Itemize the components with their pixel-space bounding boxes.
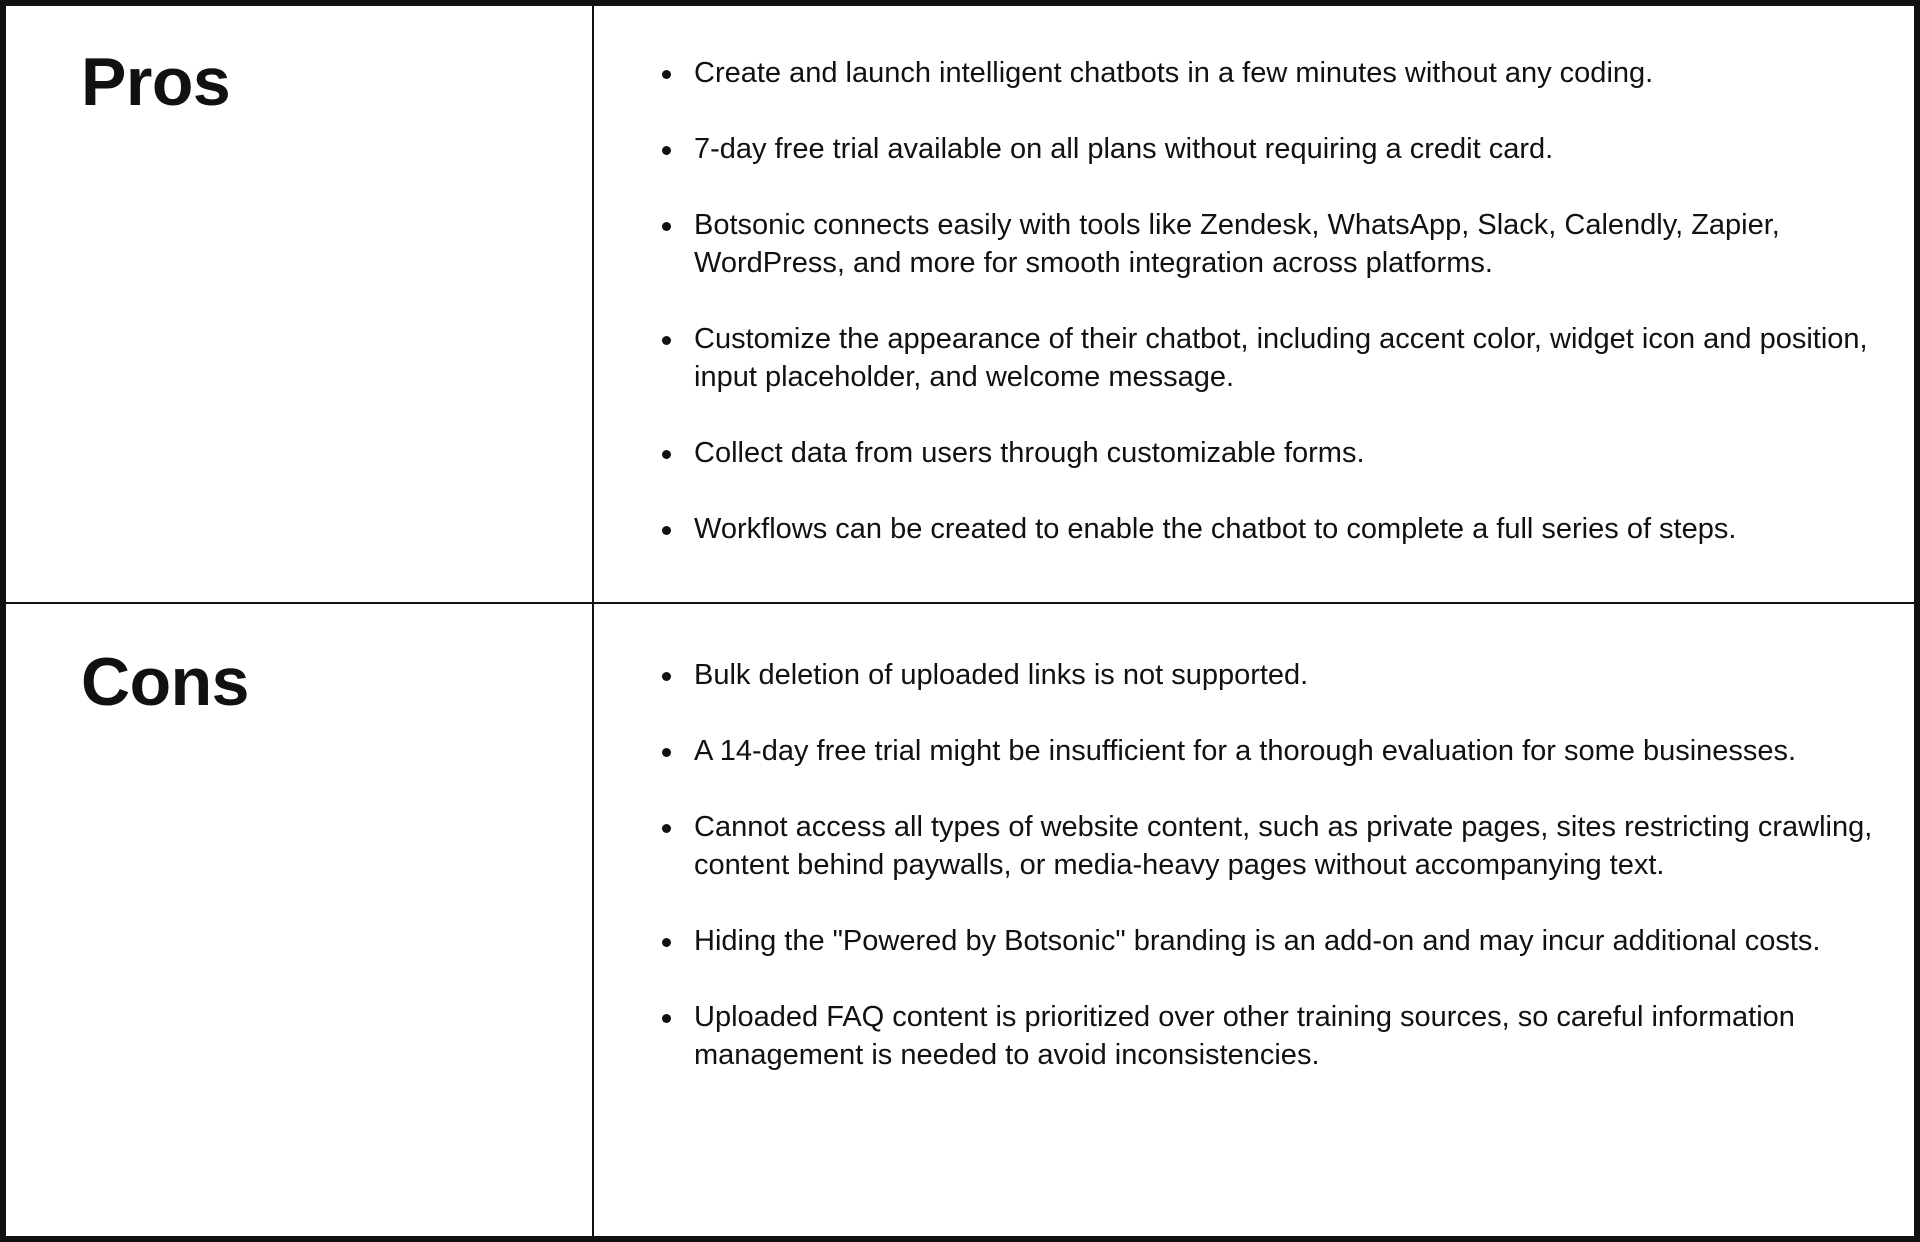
cons-label-cell xyxy=(6,604,594,1236)
bullet-icon xyxy=(662,1014,671,1023)
cons-list-item xyxy=(662,998,1874,1074)
cons-heading: Cons xyxy=(81,644,249,720)
cons-list xyxy=(662,656,1874,1112)
pros-list-item xyxy=(662,320,1874,396)
cons-item-text: Uploaded FAQ content is prioritized over other training sources, so careful information management is needed to avoid inconsistencies. xyxy=(694,1001,1795,1071)
pros-item-text: Collect data from users through customizable forms. xyxy=(694,437,1365,469)
cons-list-item xyxy=(662,732,1874,770)
pros-list-item xyxy=(662,206,1874,282)
cons-list-item xyxy=(662,656,1874,694)
bullet-icon xyxy=(662,336,671,345)
pros-item-text: 7-day free trial available on all plans without requiring a credit card. xyxy=(694,133,1554,165)
pros-item-text: Workflows can be created to enable the chatbot to complete a full series of steps. xyxy=(694,513,1737,545)
pros-item-text: Botsonic connects easily with tools like Zendesk, WhatsApp, Slack, Calendly, Zapier, WordPress, and more for smooth integration across platforms. xyxy=(694,209,1780,279)
bullet-icon xyxy=(662,938,671,947)
cons-item-text: A 14-day free trial might be insufficient for a thorough evaluation for some businesses. xyxy=(694,735,1797,767)
bullet-icon xyxy=(662,526,671,535)
bullet-icon xyxy=(662,146,671,155)
pros-item-text: Create and launch intelligent chatbots in a few minutes without any coding. xyxy=(694,57,1654,89)
cons-list-item xyxy=(662,922,1874,960)
pros-list-item xyxy=(662,54,1874,92)
bullet-icon xyxy=(662,672,671,681)
pros-heading: Pros xyxy=(81,44,231,120)
pros-content-cell xyxy=(594,6,1914,602)
cons-item-text: Hiding the "Powered by Botsonic" branding is an add-on and may incur additional costs. xyxy=(694,925,1821,957)
pros-list xyxy=(662,54,1874,586)
pros-row xyxy=(6,6,1914,604)
cons-item-text: Bulk deletion of uploaded links is not supported. xyxy=(694,659,1309,691)
cons-row xyxy=(6,604,1914,1236)
pros-list-item xyxy=(662,510,1874,548)
bullet-icon xyxy=(662,748,671,757)
pros-label-cell xyxy=(6,6,594,602)
cons-item-text: Cannot access all types of website content, such as private pages, sites restricting crawling, content behind paywalls, or media-heavy pages without accompanying text. xyxy=(694,811,1873,881)
bullet-icon xyxy=(662,70,671,79)
cons-list-item xyxy=(662,808,1874,884)
pros-list-item xyxy=(662,434,1874,472)
bullet-icon xyxy=(662,450,671,459)
pros-list-item xyxy=(662,130,1874,168)
bullet-icon xyxy=(662,824,671,833)
pros-item-text: Customize the appearance of their chatbot, including accent color, widget icon and position, input placeholder, and welcome message. xyxy=(694,323,1868,393)
bullet-icon xyxy=(662,222,671,231)
cons-content-cell xyxy=(594,604,1914,1236)
